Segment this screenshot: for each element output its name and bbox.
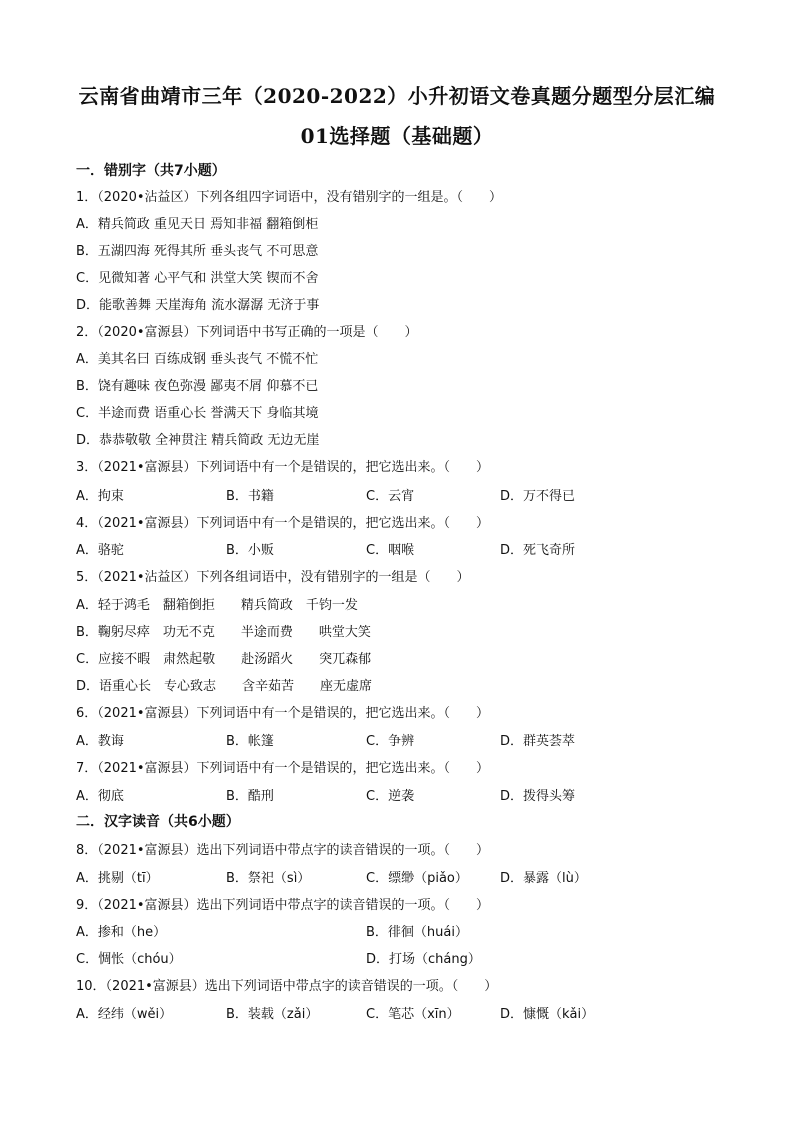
section-heading-2: 二．汉字读音（共6小题） [76,814,240,830]
question-2-option-d: D．恭恭敬敬 全神贯注 精兵简政 无边无崖 [76,433,320,448]
document-title: 云南省曲靖市三年（2020-2022）小升初语文卷真题分题型分层汇编 [78,84,716,108]
question-4-option-c: C．咽喉 [366,543,415,558]
question-10-option-b: B．装载（zǎi） [226,1007,319,1022]
question-8-option-d: D．暴露（lù） [500,871,587,886]
question-4-option-d: D．死飞奇所 [500,543,576,558]
question-1-option-b: B．五湖四海 死得其所 垂头丧气 不可思意 [76,244,319,259]
question-6-option-a: A．教诲 [76,734,124,749]
section-heading-1: 一．错别字（共7小题） [76,163,226,179]
question-7-option-b: B．酷刑 [226,789,274,804]
question-5-option-b: B．鞠躬尽瘁 功无不克 半途而费 哄堂大笑 [76,625,371,640]
document-subtitle: 01选择题（基础题） [300,124,494,148]
question-9-option-d: D．打场（cháng） [366,952,481,967]
question-6: 6．（2021•富源县）下列词语中有一个是错误的，把它选出来。（ ） [76,706,490,721]
question-8-option-b: B．祭祀（sì） [226,871,311,886]
question-4-option-b: B．小贩 [226,543,274,558]
question-9-option-c: C．惆怅（chóu） [76,952,182,967]
question-3-option-a: A．拘束 [76,489,124,504]
question-5-option-d: D．语重心长 专心致志 含辛茹苦 座无虚席 [76,679,373,694]
question-2-option-b: B．饶有趣味 夜色弥漫 鄙夷不屑 仰慕不已 [76,379,319,394]
question-7-option-d: D．拨得头筹 [500,789,576,804]
question-2: 2．（2020•富源县）下列词语中书写正确的一项是（ ） [76,325,418,340]
question-5-option-c: C．应接不暇 肃然起敬 赴汤蹈火 突兀森郁 [76,652,372,667]
question-10: 10．（2021•富源县）选出下列词语中带点字的读音错误的一项。（ ） [76,979,498,994]
question-1: 1．（2020•沾益区）下列各组四字词语中，没有错别字的一组是。（ ） [76,190,503,205]
question-10-option-c: C．笔芯（xīn） [366,1007,460,1022]
question-4: 4．（2021•富源县）下列词语中有一个是错误的，把它选出来。（ ） [76,516,490,531]
question-5-option-a: A．轻于鸿毛 翻箱倒拒 精兵简政 千钧一发 [76,598,358,613]
question-8-option-c: C．缥缈（piǎo） [366,871,468,886]
question-2-option-a: A．美其名曰 百练成钢 垂头丧气 不慌不忙 [76,352,319,367]
question-5: 5．（2021•沾益区）下列各组词语中，没有错别字的一组是（ ） [76,570,470,585]
question-6-option-c: C．争辨 [366,734,415,749]
question-10-option-d: D．慷慨（kǎi） [500,1007,595,1022]
question-7-option-a: A．彻底 [76,789,124,804]
question-8: 8．（2021•富源县）选出下列词语中带点字的读音错误的一项。（ ） [76,843,490,858]
question-3-option-b: B．书籍 [226,489,274,504]
question-8-option-a: A．挑剔（tī） [76,871,159,886]
question-7-option-c: C．逆袭 [366,789,415,804]
question-6-option-b: B．帐篷 [226,734,274,749]
question-9-option-a: A．掺和（he） [76,925,167,940]
question-6-option-d: D．群英荟萃 [500,734,576,749]
question-2-option-c: C．半途而费 语重心长 誉满天下 身临其境 [76,406,319,421]
question-9-option-b: B．徘徊（huái） [366,925,468,940]
question-3: 3．（2021•富源县）下列词语中有一个是错误的，把它选出来。（ ） [76,460,490,475]
question-1-option-c: C．见微知著 心平气和 洪堂大笑 锲而不舍 [76,271,319,286]
question-3-option-c: C．云宵 [366,489,415,504]
question-1-option-a: A．精兵简政 重见天日 焉知非福 翻箱倒柜 [76,217,319,232]
question-1-option-d: D．能歌善舞 天崖海角 流水潺潺 无济于事 [76,298,320,313]
question-9: 9．（2021•富源县）选出下列词语中带点字的读音错误的一项。（ ） [76,898,490,913]
question-7: 7．（2021•富源县）下列词语中有一个是错误的，把它选出来。（ ） [76,761,490,776]
question-3-option-d: D．万不得已 [500,489,576,504]
question-4-option-a: A．骆驼 [76,543,124,558]
question-10-option-a: A．经纬（wěi） [76,1007,173,1022]
